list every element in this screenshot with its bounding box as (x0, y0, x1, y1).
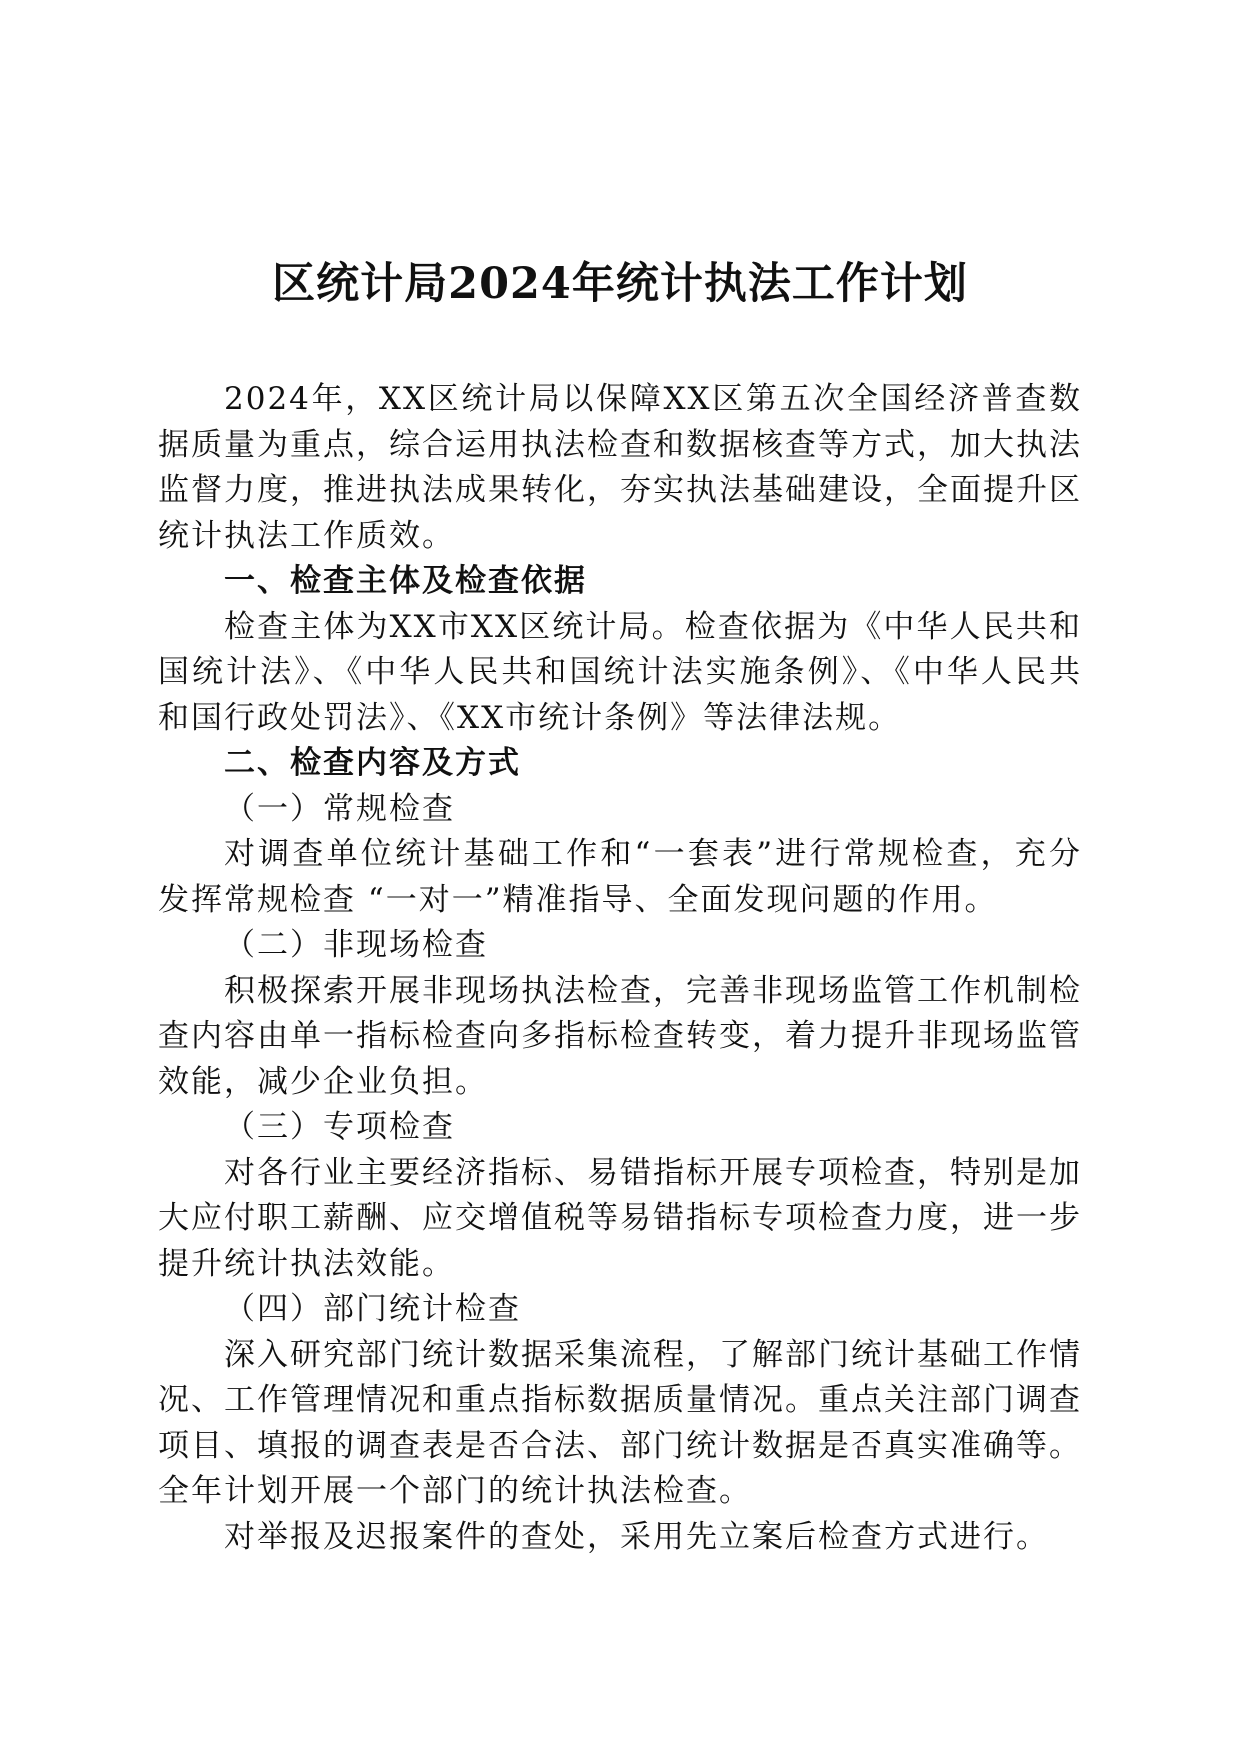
subsection-2-heading: （二）非现场检查 (224, 927, 488, 963)
section-1-heading: 一、检查主体及检查依据 (224, 563, 587, 599)
subsection-1-heading: （一）常规检查 (224, 790, 455, 827)
subsection-1-paragraph: 对调查单位统计基础工作和“一套表”进行常规检查，充分发挥常规检查 “一对一”精准指导、全面发现问题的作用。 (158, 836, 1082, 918)
section-2-heading: 二、检查内容及方式 (224, 745, 521, 781)
closing-paragraph: 对举报及迟报案件的查处，采用先立案后检查方式进行。 (224, 1518, 1049, 1555)
subsection-2-paragraph: 积极探索开展非现场执法检查，完善非现场监管工作机制检查内容由单一指标检查向多指标检查转变，着力提升非现场监管效能，减少企业负担。 (158, 972, 1082, 1100)
document-title: 区统计局2024年统计执法工作计划 (272, 259, 968, 309)
section-1-paragraph: 检查主体为XX市XX区统计局。检查依据为《中华人民共和国统计法》、《中华人民共和国统计法实施条例》、《中华人民共和国行政处罚法》、《XX市统计条例》等法律法规。 (158, 608, 1082, 736)
subsection-3-paragraph: 对各行业主要经济指标、易错指标开展专项检查，特别是加大应付职工薪酬、应交增值税等易错指标专项检查力度，进一步提升统计执法效能。 (158, 1154, 1082, 1282)
subsection-3-heading: （三）专项检查 (224, 1109, 455, 1145)
intro-paragraph: 2024年，XX区统计局以保障XX区第五次全国经济普查数据质量为重点，综合运用执法检查和数据核查等方式，加大执法监督力度，推进执法成果转化，夯实执法基础建设，全面提升区统计执法工作质效。 (158, 381, 1082, 554)
subsection-4-heading: （四）部门统计检查 (224, 1291, 521, 1327)
subsection-4-paragraph: 深入研究部门统计数据采集流程，了解部门统计基础工作情况、工作管理情况和重点指标数据质量情况。重点关注部门调查项目、填报的调查表是否合法、部门统计数据是否真实准确等。全年计划开展一个部门的统计执法检查。 (158, 1336, 1082, 1509)
document-body (158, 377, 1082, 1560)
